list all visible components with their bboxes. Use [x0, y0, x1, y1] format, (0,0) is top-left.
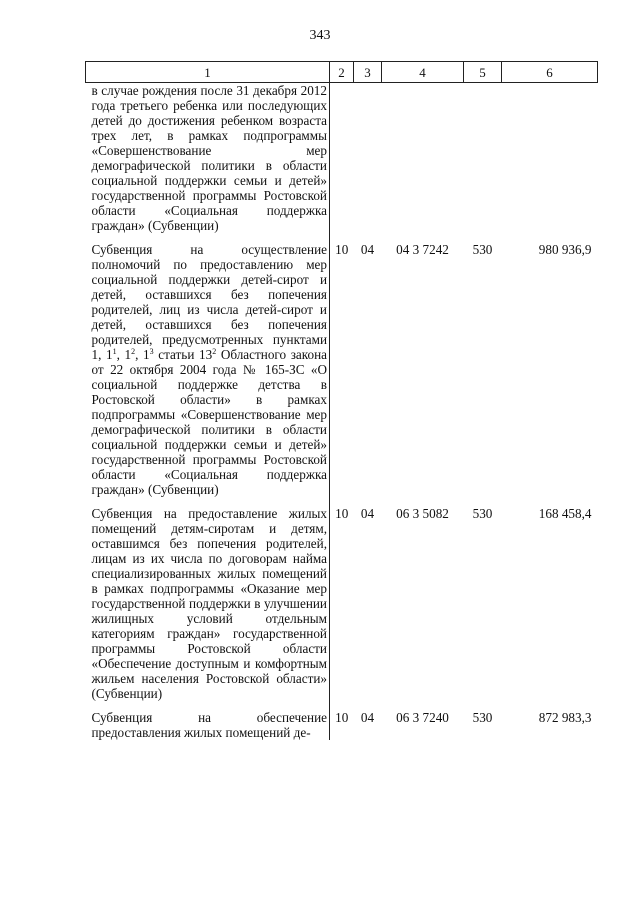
superscript: 3 [149, 347, 154, 356]
row-pr: 04 [360, 710, 375, 725]
row-csr: 06 3 7240 [396, 710, 449, 725]
header-col-2: 2 [330, 62, 354, 83]
budget-table [85, 61, 598, 740]
table-header-row [86, 62, 598, 83]
superscript: 2 [131, 347, 136, 356]
row-rz: 10 [335, 506, 349, 521]
row-vr: 530 [472, 710, 493, 725]
row-amount: 872 983,3 [538, 710, 592, 725]
header-col-3: 3 [354, 62, 382, 83]
description-text: , 1 [135, 347, 150, 362]
row-description: Субвенция на обеспечение предоставления жилых помещений де- [86, 701, 330, 740]
superscript: 1 [112, 347, 117, 356]
description-text: статьи 13 [153, 347, 213, 362]
row-description: в случае рождения после 31 декабря 2012 года третьего ребенка или последующих детей до достижения ребенком возраста трех лет, в рамках подпрограммы «Совершенствование мер демографической политики в области социальной поддержки семьи и детей» государственной программы Ростовской области «Социальная поддержка граждан» (Субвенции) [86, 83, 330, 234]
superscript: 2 [212, 347, 217, 356]
row-csr: 06 3 5082 [396, 506, 449, 521]
row-pr: 04 [360, 242, 375, 257]
row-rz [330, 83, 354, 234]
page-number: 343 [309, 28, 331, 43]
table-row [86, 701, 598, 740]
row-amount: 980 936,9 [538, 242, 592, 257]
row-amount [502, 83, 598, 234]
row-description [86, 233, 330, 497]
description-text: , 1 [116, 347, 132, 362]
table-row [86, 233, 598, 497]
header-col-1: 1 [86, 62, 330, 83]
row-description: Субвенция на предоставление жилых помещений детям-сиротам и детям, оставшимся без попечения родителей, лицам из их числа по договорам найма специализированных жилых помещений в рамках подпрограммы «Оказание мер государственной поддержки в улучшении жилищных условий отдельным категориям граждан» государственной программы Ростовской области «Обеспечение доступным и комфортным жильем населения Ростовской области» (Субвенции) [86, 497, 330, 701]
row-csr [382, 83, 464, 234]
table-row [86, 83, 598, 234]
description-text: Субвенция на осуществление полномочий по предоставлению мер социальной поддержки детей-сирот и детей, оставшихся без попечения родителей, лиц из числа детей-сирот и детей, оставшихся без попечения родителей, предусмотренных пунктами 1, 1 [91, 242, 327, 362]
row-vr [464, 83, 502, 234]
description-text: Областного закона от 22 октября 2004 года № 165-ЗС «О социальной поддержке детства в Ростовской области» в рамках подпрограммы «Совершенствование мер демографической политики в области социальной поддержки семьи и детей» государственной программы Ростовской области «Социальная поддержка граждан» (Субвенции) [91, 347, 328, 497]
row-vr: 530 [472, 506, 493, 521]
row-amount: 168 458,4 [538, 506, 592, 521]
row-pr [354, 83, 382, 234]
row-csr: 04 3 7242 [396, 242, 449, 257]
header-col-6: 6 [502, 62, 598, 83]
row-rz: 10 [335, 242, 349, 257]
row-vr: 530 [472, 242, 493, 257]
header-col-5: 5 [464, 62, 502, 83]
table-row [86, 497, 598, 701]
header-col-4: 4 [382, 62, 464, 83]
row-pr: 04 [360, 506, 375, 521]
row-rz: 10 [335, 710, 349, 725]
